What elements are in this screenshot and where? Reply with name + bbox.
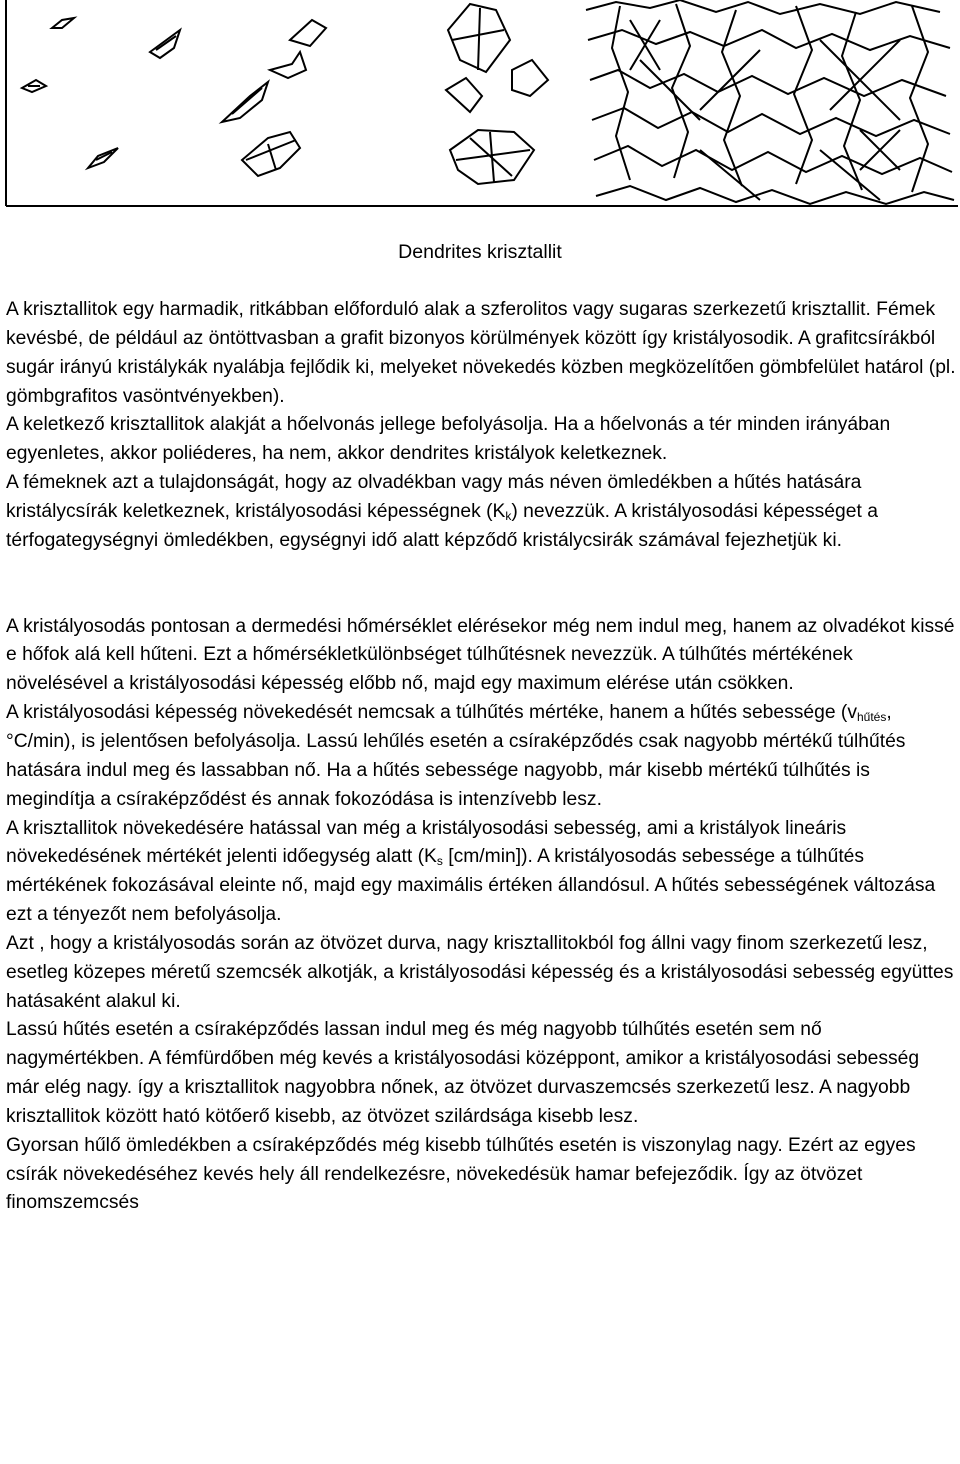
caption-text: Dendrites krisztallit — [398, 241, 562, 263]
paragraph-6 — [6, 815, 956, 930]
p6-subscript: s — [436, 854, 443, 869]
paragraph-1: A krisztallitok egy harmadik, ritkábban előforduló alak a szferolitos vagy sugaras szerkezetű krisztallit. Fémek kevésbé, de például az öntöttvasban a grafit bizonyos körülmények között így kristályosodik. A grafitcsírákból sugár irányú kristálykák nyalábja fejlődik ki, melyeket növekedés közben megközelítően gömbfelület határol (pl. gömbgrafitos vasöntvényekben). — [6, 299, 956, 407]
p6-text-b: [cm/min]). A kristályosodás sebessége a túlhűtés mértékének fokozásával eleinte nő, majd egy maximális értéken állandósul. A hűtés sebességének változása ezt a tényezőt nem befolyásolja. — [6, 846, 936, 926]
p5-subscript: hűtés — [857, 710, 887, 725]
paragraph-4: A kristályosodás pontosan a dermedési hőmérséklet elérésekor még nem indul meg, hanem az olvadékot kissé e hőfok alá kell hűteni. Ezt a hőmérsékletkülönbséget túlhűtésnek nevezzük. A túlhűtés mértékének növelésével a kristályosodási képesség előbb nő, majd egy maximum elérése után csökken. — [6, 615, 955, 695]
p3-text-b: ) nevezzük. A kristályosodási képességet a térfogategységnyi ömledékben, egységnyi idő alatt képződő kristálycsirák számával fejezhetjük ki. — [6, 500, 878, 551]
p3-subscript: k — [505, 508, 512, 523]
paragraph-8: Lassú hűtés esetén a csíraképződés lassan indul meg és még nagyobb túlhűtés esetén sem nő nagymértékben. A fémfürdőben még kevés a kristályosodási középpont, amikor a kristályosodási sebesség már elég nagy. így a krisztallitok nagyobbra nőnek, az ötvözet durvaszemcsés szerkezetű lesz. A nagyobb krisztallitok között ható kötőerő kisebb, az ötvözet szilárdsága kisebb lesz. — [6, 1019, 920, 1127]
paragraph-9: Gyorsan hűlő ömledékben a csíraképződés még kisebb túlhűtés esetén is viszonylag nagy. Ezért az egyes csírák növekedéséhez kevés hely áll rendelkezésre, növekedésük hamar befejeződik. Így az ötvözet finomszemcsés — [6, 1134, 916, 1214]
dendrite-figure — [0, 0, 960, 210]
paragraph-5 — [6, 699, 956, 814]
document-body — [6, 296, 956, 1218]
paragraph-7: Azt , hogy a kristályosodás során az ötvözet durva, nagy krisztallitokból fog állni vagy finom szerkezetű lesz, esetleg közepes méretű szemcsék alkotják, a kristályosodási képesség és a kristályosodási sebesség együttes hatásaként alakul ki. — [6, 932, 954, 1012]
p5-text-a: A kristályosodási képesség növekedését nemcsak a túlhűtés mértéke, hanem a hűtés sebessége (v — [6, 702, 857, 724]
dendrite-crystals-illustration-icon — [0, 0, 960, 210]
p5-text-b: , °C/min), is jelentősen befolyásolja. Lassú lehűlés esetén a csíraképződés csak nagyobb mértékű túlhűtés hatására indul meg és lassabban nő. Ha a hűtés sebessége nagyobb, már kisebb mértékű túlhűtés is megindítja a csíraképződést és annak fokozódása is intenzívebb lesz. — [6, 702, 906, 810]
p6-text-a: A krisztallitok növekedésére hatással van még a kristályosodási sebesség, ami a kristályok lineáris növekedésének mértékét jelenti időegység alatt (K — [6, 817, 847, 868]
paragraph-gap — [6, 556, 956, 613]
paragraph-2: A keletkező krisztallitok alakját a hőelvonás jellege befolyásolja. Ha a hőelvonás a tér minden irányában egyenletes, akkor poliéderes, ha nem, akkor dendrites kristályok keletkeznek. — [6, 414, 891, 465]
p3-text-a: A fémeknek azt a tulajdonságát, hogy az olvadékban vagy más néven ömledékben a hűtés hatására kristálycsírák keletkeznek, kristályosodási képességnek (K — [6, 472, 862, 522]
paragraph-3 — [6, 469, 956, 556]
figure-caption — [0, 238, 960, 266]
